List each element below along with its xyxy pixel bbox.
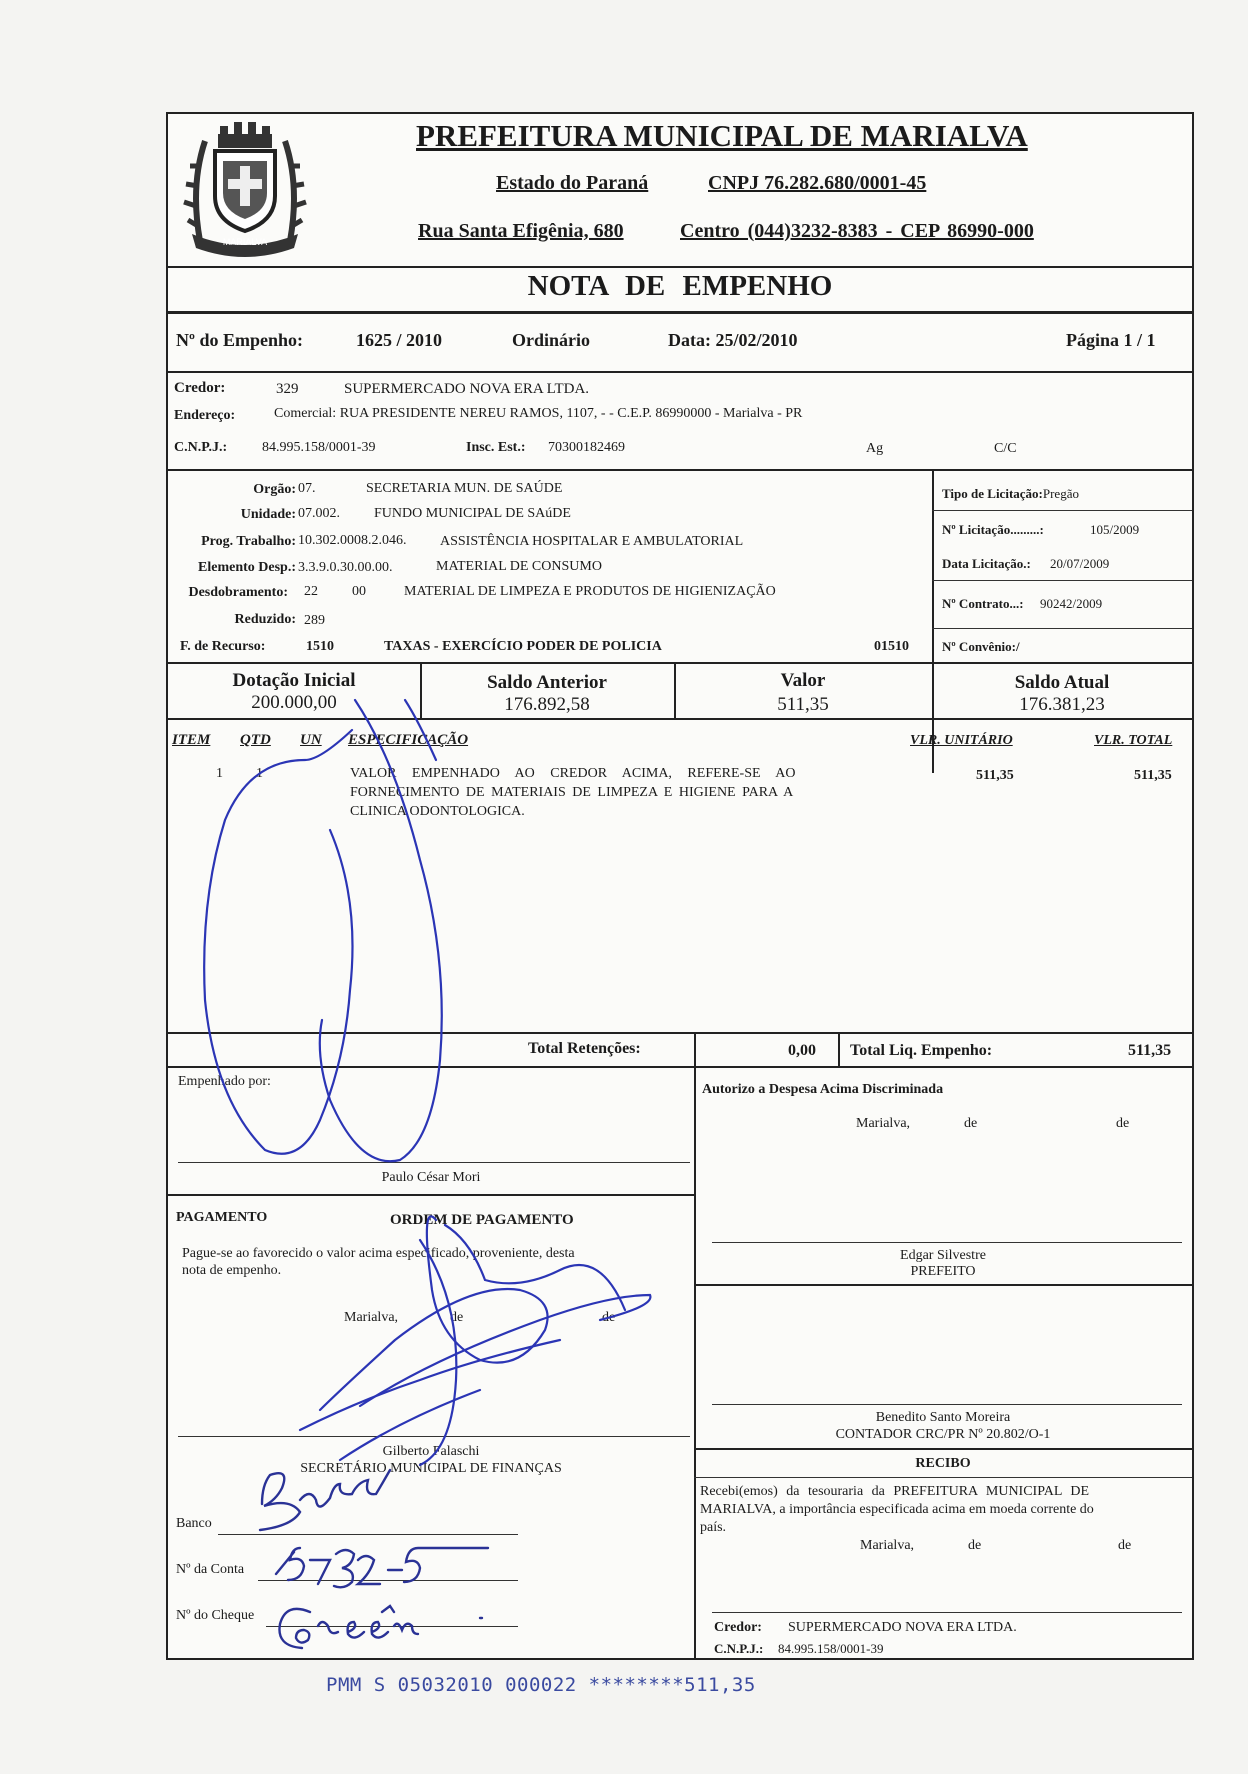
elemento-label: Elemento Desp.: bbox=[198, 560, 296, 575]
recurso-code: 1510 bbox=[306, 639, 334, 654]
header-title: PREFEITURA MUNICIPAL DE MARIALVA bbox=[416, 118, 1028, 153]
col-especificacao: ESPECIFICAÇÃO bbox=[348, 732, 469, 748]
valor-label: Valor bbox=[780, 670, 826, 691]
header-cnpj: CNPJ 76.282.680/0001-45 bbox=[708, 172, 927, 194]
prog-name: ASSISTÊNCIA HOSPITALAR E AMBULATORIAL bbox=[440, 534, 744, 549]
header-state: Estado do Paraná bbox=[496, 172, 649, 194]
total-liq-label: Total Liq. Empenho: bbox=[850, 1042, 993, 1059]
elemento-name: MATERIAL DE CONSUMO bbox=[436, 559, 602, 574]
ordem-pagamento-label: ORDEM DE PAGAMENTO bbox=[390, 1212, 574, 1228]
credor-cnpj: 84.995.158/0001-39 bbox=[262, 440, 376, 455]
recibo-text: Recebi(emos) da tesouraria da PREFEITURA MUNICIPAL DE bbox=[700, 1484, 1090, 1499]
cheque-label: Nº do Cheque bbox=[176, 1608, 255, 1623]
recibo-title: RECIBO bbox=[915, 1456, 971, 1471]
saldo-anterior-value: 176.892,58 bbox=[504, 694, 590, 715]
unidade-label: Unidade: bbox=[240, 507, 296, 522]
convenio-label: Nº Convênio:/ bbox=[942, 639, 1020, 654]
prefeito-name: Edgar Silvestre bbox=[900, 1248, 986, 1263]
licitacao-tipo-label: Tipo de Licitação:Pregão bbox=[942, 486, 1079, 501]
reduzido-code: 289 bbox=[304, 613, 325, 628]
empenhado-name: Paulo César Mori bbox=[381, 1170, 481, 1185]
signature-stroke bbox=[360, 1295, 650, 1406]
doc-title: NOTA DE EMPENHO bbox=[527, 270, 833, 302]
recibo-de: de bbox=[968, 1538, 982, 1553]
recibo-credor: SUPERMERCADO NOVA ERA LTDA. bbox=[788, 1620, 1017, 1635]
recibo-text: MARIALVA, a importância especificada acima em moeda corrente do bbox=[700, 1502, 1094, 1517]
dotacao-label: Dotação Inicial bbox=[232, 670, 356, 691]
col-qtd: QTD bbox=[240, 732, 271, 748]
total-retencoes-label: Total Retenções: bbox=[528, 1040, 641, 1057]
empenhado-label: Empenhado por: bbox=[178, 1074, 271, 1089]
col-item: ITEM bbox=[172, 732, 211, 748]
pagamento-label: PAGAMENTO bbox=[176, 1210, 268, 1225]
credor-label: Credor: bbox=[174, 380, 226, 396]
orgao-name: SECRETARIA MUN. DE SAÚDE bbox=[366, 481, 563, 496]
item-qtd: 1 bbox=[256, 766, 263, 781]
pagamento-text: nota de empenho. bbox=[182, 1263, 282, 1278]
svg-text:MARIALVA: MARIALVA bbox=[222, 237, 268, 247]
orgao-code: 07. bbox=[298, 481, 316, 496]
dotacao-value: 200.000,00 bbox=[251, 692, 337, 713]
desdobramento-label: Desdobramento: bbox=[188, 585, 288, 600]
header-street: Rua Santa Efigênia, 680 bbox=[418, 220, 624, 242]
recurso-code-2: 01510 bbox=[874, 639, 909, 654]
recibo-text: país. bbox=[700, 1520, 727, 1535]
contador-name: Benedito Santo Moreira bbox=[875, 1410, 1011, 1425]
total-retencoes-value: 0,00 bbox=[788, 1042, 816, 1059]
credor-cc: C/C bbox=[994, 441, 1017, 456]
saldo-atual-label: Saldo Atual bbox=[1014, 672, 1110, 693]
empenho-type: Ordinário bbox=[512, 330, 591, 350]
credor-name: SUPERMERCADO NOVA ERA LTDA. bbox=[344, 381, 590, 397]
credor-address-label: Endereço: bbox=[174, 408, 236, 423]
saldo-atual-value: 176.381,23 bbox=[1019, 694, 1105, 715]
contrato-label: Nº Contrato...: bbox=[942, 596, 1024, 611]
autorizo-de: de bbox=[1116, 1116, 1130, 1131]
signature-stroke bbox=[204, 730, 352, 1154]
pagamento-de: de bbox=[602, 1310, 616, 1325]
pagamento-text: Pague-se ao favorecido o valor acima especificado, proveniente, desta bbox=[182, 1246, 575, 1261]
recibo-de: de bbox=[1118, 1538, 1132, 1553]
prog-code: 10.302.0008.2.046. bbox=[298, 533, 407, 548]
signature-stroke bbox=[420, 1240, 456, 1465]
empenho-page: Página 1 / 1 bbox=[1066, 330, 1156, 350]
handwriting-cheque bbox=[279, 1606, 482, 1648]
licitacao-num: 105/2009 bbox=[1090, 522, 1140, 537]
signature-stroke bbox=[300, 1340, 560, 1430]
col-vlr-unitario: VLR. UNITÁRIO bbox=[910, 733, 1013, 748]
empenho-date: Data: 25/02/2010 bbox=[668, 330, 798, 350]
credor-insc: 70300182469 bbox=[548, 440, 625, 455]
valor-value: 511,35 bbox=[777, 694, 829, 715]
item-number: 1 bbox=[216, 766, 223, 781]
autorizo-place: Marialva, bbox=[856, 1116, 911, 1131]
signature-stroke bbox=[340, 1390, 480, 1460]
licitacao-num-label: Nº Licitação.........: bbox=[942, 522, 1044, 537]
conta-label: Nº da Conta bbox=[176, 1562, 245, 1577]
reduzido-label: Reduzido: bbox=[234, 612, 296, 627]
recibo-place: Marialva, bbox=[860, 1538, 915, 1553]
licitacao-data-label: Data Licitação.: bbox=[942, 556, 1031, 571]
elemento-code: 3.3.9.0.30.00.00. bbox=[298, 560, 393, 575]
desdobramento-name: MATERIAL DE LIMPEZA E PRODUTOS DE HIGIENIZAÇÃO bbox=[404, 584, 776, 599]
payment-stamp: PMM S 05032010 000022 ********511,35 bbox=[326, 1674, 756, 1696]
recurso-name: TAXAS - EXERCÍCIO PODER DE POLICIA bbox=[384, 639, 662, 654]
signature-stroke bbox=[320, 700, 442, 1161]
handwriting-conta bbox=[276, 1548, 488, 1587]
desdobramento-code: 00 bbox=[352, 584, 366, 599]
signature-stroke bbox=[405, 700, 436, 760]
contrato-num: 90242/2009 bbox=[1040, 596, 1103, 611]
contador-role: CONTADOR CRC/PR Nº 20.802/O-1 bbox=[835, 1427, 1051, 1442]
credor-address: Comercial: RUA PRESIDENTE NEREU RAMOS, 1107, - - C.E.P. 86990000 - Marialva - PR bbox=[274, 406, 803, 421]
handwriting-banco bbox=[260, 1470, 390, 1530]
pagamento-place: Marialva, bbox=[344, 1310, 399, 1325]
unidade-code: 07.002. bbox=[298, 506, 340, 521]
autorizo-de: de bbox=[964, 1116, 978, 1131]
credor-cnpj-label: C.N.P.J.: bbox=[174, 440, 228, 455]
item-description: VALOR EMPENHADO AO CREDOR ACIMA, REFERE-SE AO bbox=[350, 766, 796, 781]
col-vlr-total: VLR. TOTAL bbox=[1094, 733, 1173, 748]
autorizo-label: Autorizo a Despesa Acima Discriminada bbox=[702, 1082, 944, 1097]
desdobramento-code: 22 bbox=[304, 584, 318, 599]
credor-insc-label: Insc. Est.: bbox=[466, 440, 526, 455]
credor-ag: Ag bbox=[866, 441, 884, 456]
recibo-credor-label: Credor: bbox=[714, 1620, 762, 1635]
saldo-anterior-label: Saldo Anterior bbox=[487, 672, 607, 693]
item-description: FORNECIMENTO DE MATERIAIS DE LIMPEZA E HIGIENE PARA A bbox=[350, 785, 794, 800]
banco-label: Banco bbox=[176, 1516, 212, 1531]
licitacao-data: 20/07/2009 bbox=[1050, 556, 1110, 571]
secretario-role: SECRETÁRIO MUNICIPAL DE FINANÇAS bbox=[300, 1461, 562, 1476]
prog-label: Prog. Trabalho: bbox=[201, 534, 296, 549]
col-un: UN bbox=[300, 732, 322, 748]
total-liq-value: 511,35 bbox=[1128, 1042, 1172, 1059]
signature-stroke bbox=[320, 1216, 548, 1410]
credor-code: 329 bbox=[276, 381, 299, 397]
item-unit-value: 511,35 bbox=[976, 768, 1014, 783]
recibo-cnpj-label: C.N.P.J.: bbox=[714, 1641, 764, 1656]
empenho-number: 1625 / 2010 bbox=[356, 330, 443, 350]
empenho-label: Nº do Empenho: bbox=[176, 330, 303, 350]
pagamento-de: de bbox=[450, 1310, 464, 1325]
header-address: Centro (044)3232-8383 - CEP 86990-000 bbox=[680, 220, 1034, 242]
orgao-label: Orgão: bbox=[253, 482, 296, 497]
item-description: CLINICA ODONTOLOGICA. bbox=[350, 804, 525, 819]
item-total-value: 511,35 bbox=[1134, 768, 1172, 783]
unidade-name: FUNDO MUNICIPAL DE SAúDE bbox=[374, 506, 571, 521]
secretario-name: Gilberto Falaschi bbox=[382, 1444, 480, 1459]
recurso-label: F. de Recurso: bbox=[180, 639, 266, 654]
recibo-cnpj: 84.995.158/0001-39 bbox=[778, 1641, 884, 1656]
prefeito-role: PREFEITO bbox=[910, 1264, 976, 1279]
